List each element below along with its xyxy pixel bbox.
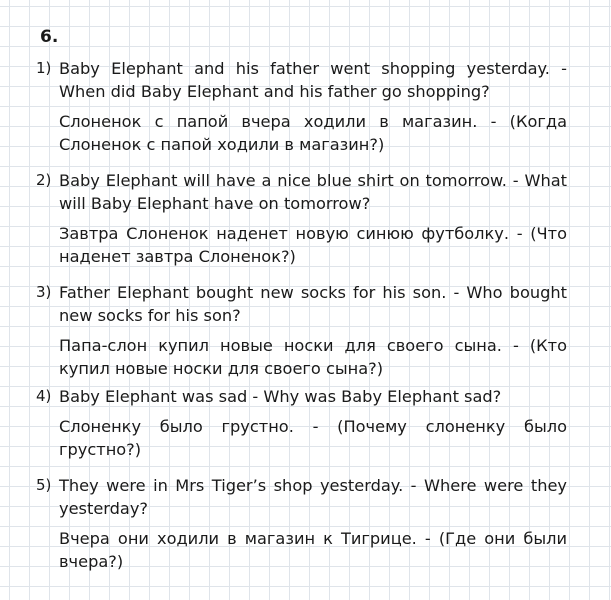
english-sentence: Father Elephant bought new socks for his son. - Who bought new socks for his son?	[59, 283, 567, 325]
item-number: 4)	[36, 387, 52, 405]
list-item	[36, 385, 567, 461]
russian-translation: Вчера они ходили в магазин к Тигрице. - (Где они были вчера?)	[59, 529, 567, 571]
english-sentence-row	[36, 385, 567, 408]
item-number: 1)	[36, 59, 52, 77]
russian-translation: Папа-слон купил новые носки для своего сына. - (Кто купил новые носки для своего сына?)	[59, 336, 567, 378]
list-item	[36, 169, 567, 268]
russian-translation: Завтра Слоненок наденет новую синюю футболку. - (Что наденет завтра Слоненок?)	[59, 224, 567, 266]
english-sentence: They were in Mrs Tiger’s shop yesterday. - Where were they yesterday?	[59, 476, 567, 518]
exercise-number: 6.	[40, 27, 59, 47]
english-sentence-row	[36, 474, 567, 520]
english-sentence: Baby Elephant and his father went shopping yesterday. - When did Baby Elephant and his father go shopping?	[59, 59, 567, 101]
item-number: 2)	[36, 171, 52, 189]
list-item	[36, 281, 567, 380]
russian-translation: Слоненок с папой вчера ходили в магазин. - (Когда Слоненок с папой ходили в магазин?)	[59, 112, 567, 154]
russian-translation: Слоненку было грустно. - (Почему слоненку было грустно?)	[59, 417, 567, 459]
english-sentence-row	[36, 281, 567, 327]
english-sentence-row	[36, 169, 567, 215]
english-sentence: Baby Elephant will have a nice blue shirt on tomorrow. - What will Baby Elephant have on tomorrow?	[59, 171, 567, 213]
list-item	[36, 474, 567, 573]
item-number: 3)	[36, 283, 52, 301]
list-item	[36, 57, 567, 156]
english-sentence-row	[36, 57, 567, 103]
english-sentence: Baby Elephant was sad - Why was Baby Elephant sad?	[59, 387, 502, 406]
item-number: 5)	[36, 476, 52, 494]
